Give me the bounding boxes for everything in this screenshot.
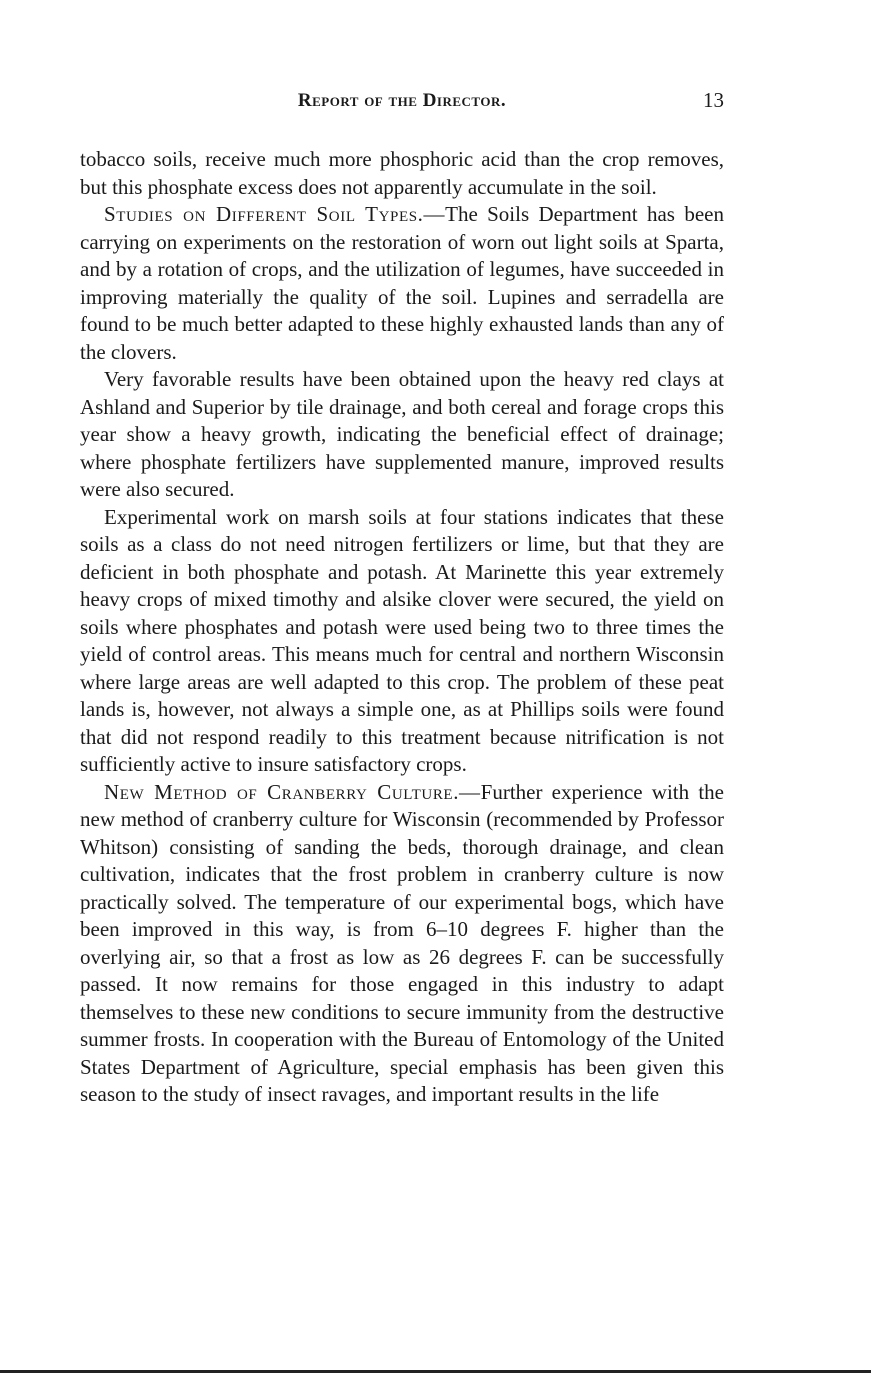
running-header <box>80 86 724 116</box>
paragraph <box>80 146 724 201</box>
running-title: Report of the Director. <box>297 90 507 111</box>
paragraph-text: Further experience with the new method of cranberry culture for Wisconsin (recommended by Professor Whitson) consisting of sanding the beds, thorough drainage, and clean cultivation, indicates that the frost problem in cranberry culture is now practically solved. The temperature of our experimental bogs, which have been improved in this way, is from 6–10 degrees F. higher than the overlying air, so that a frost as low as 26 degrees F. can be successfully passed. It now remains for those engaged in this industry to adapt themselves to these new conditions to secure immunity from the destructive summer frosts. In cooperation with the Bureau of Entomology of the United States Department of Agriculture, special emphasis has been given this season to the study of insect ravages, and important results in the life <box>80 779 724 1106</box>
paragraph <box>80 366 724 504</box>
paragraph <box>80 779 724 1109</box>
section-heading: New Method of Cranberry Culture.— <box>104 779 481 804</box>
page-number: 13 <box>703 88 724 112</box>
paragraph-text: Very favorable results have been obtained upon the heavy red clays at Ashland and Superior by tile drainage, and both cereal and forage crops this year show a heavy growth, indicating the beneficial effect of drainage; where phosphate fertilizers have supplemented manure, improved results were also secured. <box>80 367 724 501</box>
paragraph-text: tobacco soils, receive much more phosphoric acid than the crop removes, but this phosphate excess does not apparently accumulate in the soil. <box>80 147 724 199</box>
section-heading: Studies on Different Soil Types.— <box>104 202 446 226</box>
paragraph-text: The Soils Department has been carrying on experiments on the restoration of worn out light soils at Sparta, and by a rotation of crops, and the utilization of legumes, have succeeded in improving materially the quality of the soil. Lupines and serradella are found to be much better adapted to these highly exhausted lands than any of the clovers. <box>80 202 724 364</box>
body-text <box>80 146 724 1109</box>
scan-edge-rule <box>0 1370 871 1373</box>
paragraph-text: Experimental work on marsh soils at four stations indicates that these soils as a class do not need nitrogen fertilizers or lime, but that they are deficient in both phosphate and potash. At Marinette this year extremely heavy crops of mixed timothy and alsike clover were secured, the yield on soils where phosphates and potash were used being two to three times the yield of control areas. This means much for central and northern Wisconsin where large areas are well adapted to this crop. The problem of these peat lands is, however, not always a simple one, as at Phillips soils were found that did not respond readily to this treatment because nitrification is not sufficiently active to insure satisfactory crops. <box>80 504 724 776</box>
paragraph <box>80 504 724 779</box>
paragraph <box>80 201 724 366</box>
